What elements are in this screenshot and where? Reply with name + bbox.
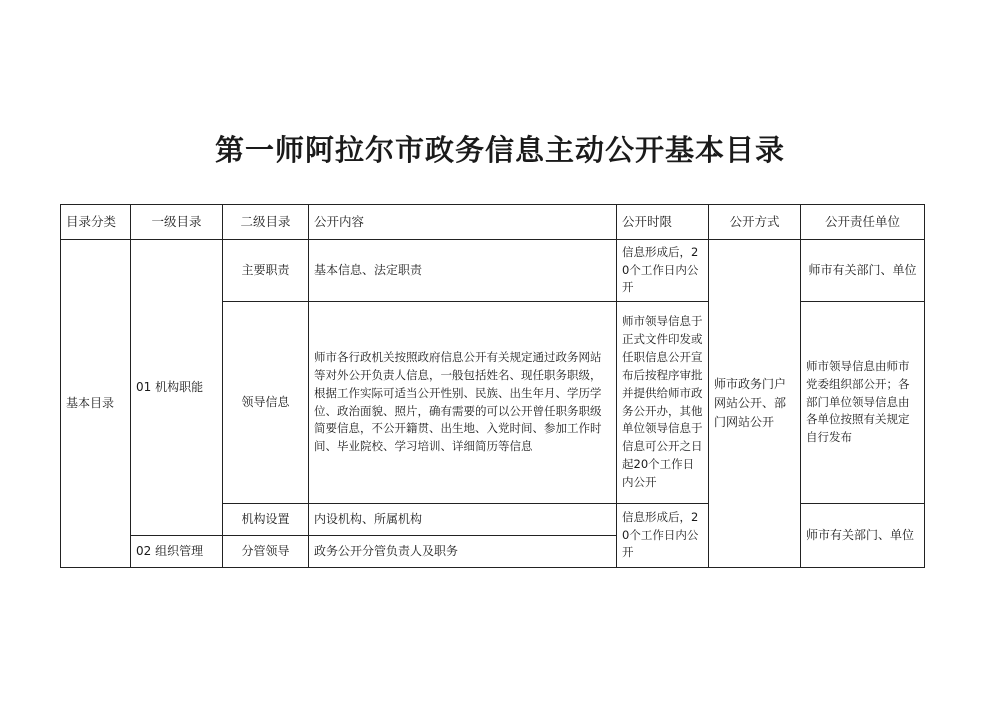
content-duties: 基本信息、法定职责 [309,240,617,302]
header-level2: 二级目录 [223,205,309,240]
time-limit-shared: 信息形成后，20个工作日内公开 [617,504,709,568]
header-method: 公开方式 [709,205,801,240]
level2-divisions: 分管领导 [223,536,309,568]
page-title: 第一师阿拉尔市政务信息主动公开基本目录 [214,133,785,167]
level1-org-cell: 01 机构职能 [131,240,223,536]
table-row [61,240,925,302]
header-responsible: 公开责任单位 [801,205,925,240]
header-time-limit: 公开时限 [617,205,709,240]
header-level1: 一级目录 [131,205,223,240]
responsible-leaders: 师市领导信息由师市党委组织部公开；各部门单位领导信息由各单位按照有关规定自行发布 [801,302,925,504]
responsible-bottom: 师市有关部门、单位 [801,504,925,568]
level2-leaders: 领导信息 [223,302,309,504]
content-divisions: 政务公开分管负责人及职务 [309,536,617,568]
time-limit-duties: 信息形成后，20个工作日内公开 [617,240,709,302]
level2-structure: 机构设置 [223,504,309,536]
time-limit-leaders: 师市领导信息于正式文件印发或任职信息公开宣布后按程序审批并提供给师市政务公开办，其他单位领导信息于信息可公开之日起20个工作日内公开 [617,302,709,504]
method-cell: 师市政务门户网站公开、部门网站公开 [709,240,801,568]
content-leaders: 师市各行政机关按照政府信息公开有关规定通过政务网站等对外公开负责人信息，一般包括姓名、现任职务职级，根据工作实际可适当公开性别、民族、出生年月、学历学位、政治面貌、照片，确有需要的可以公开曾任职务职级简要信息，不公开籍贯、出生地、入党时间、参加工作时间、毕业院校、学习培训、详细简历等信息 [309,302,617,504]
level1-manage-cell: 02 组织管理 [131,536,223,568]
content-structure: 内设机构、所属机构 [309,504,617,536]
table-header-row [61,205,925,240]
level2-duties: 主要职责 [223,240,309,302]
header-content: 公开内容 [309,205,617,240]
header-category: 目录分类 [61,205,131,240]
responsible-general: 师市有关部门、单位 [801,240,925,302]
category-cell: 基本目录 [61,240,131,568]
disclosure-catalog-table [60,204,925,568]
